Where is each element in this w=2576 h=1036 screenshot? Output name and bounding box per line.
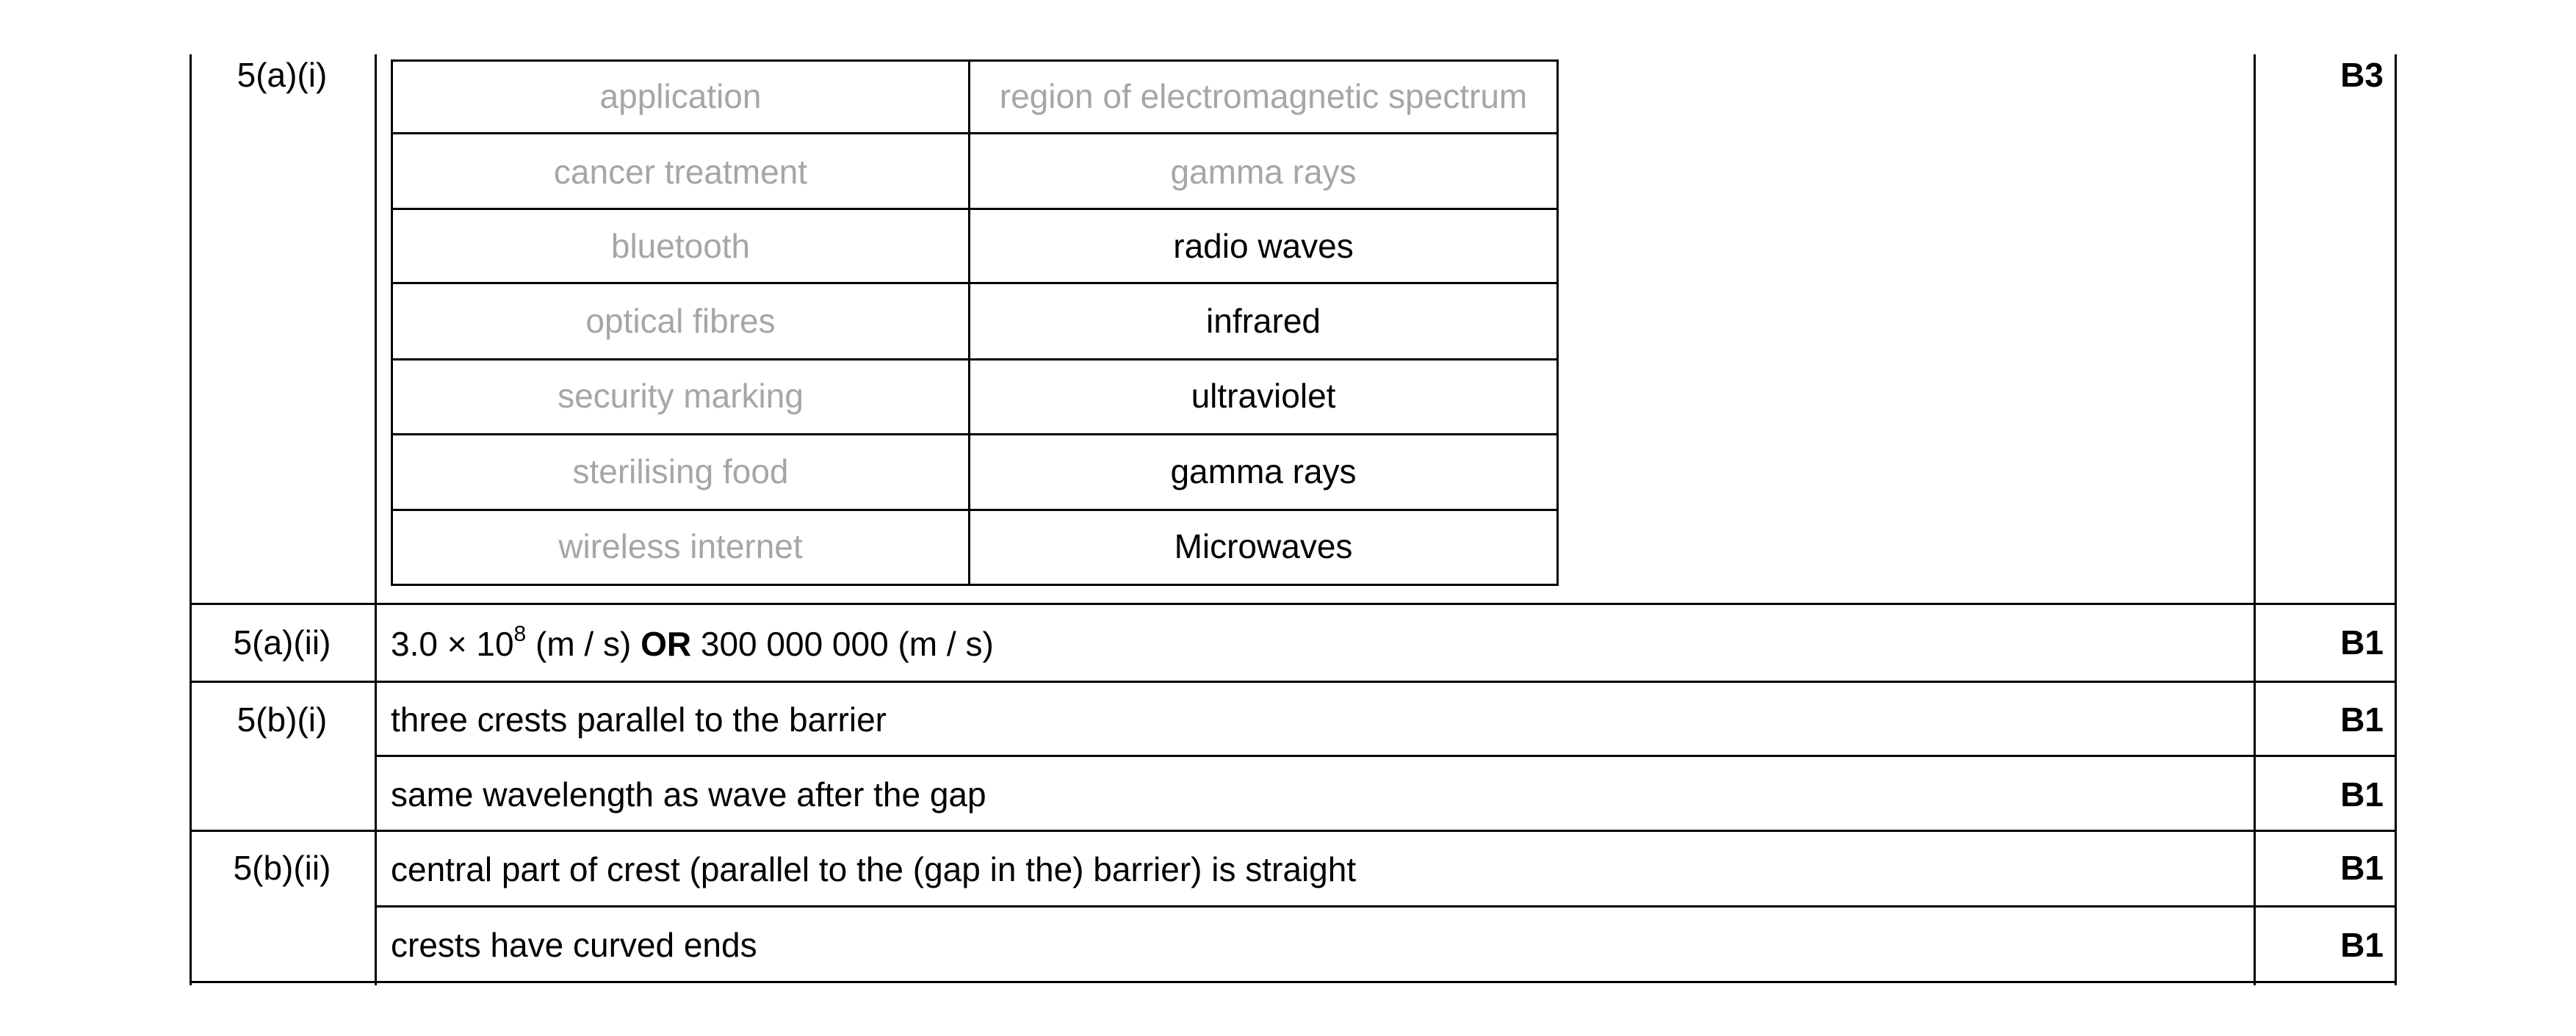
table-cell-application: cancer treatment [553,153,808,191]
spectrum-table-row-rule [391,208,1559,210]
column-divider-mark [2254,54,2256,985]
table-cell-region: ultraviolet [1191,377,1336,415]
answer-text: 3.0 × 10 [391,625,514,663]
question-number: 5(a)(i) [237,56,328,94]
row-rule [190,830,2397,832]
answer-text: 300 000 000 (m / s) [691,625,994,663]
row-rule [190,681,2397,683]
row-rule [375,755,2397,757]
table-cell-region: radio waves [1173,227,1354,265]
answer-point: central part of crest (parallel to the (gap in the) barrier) is straight [391,850,1357,888]
table-cell-application: wireless internet [558,527,803,565]
spectrum-table-row-rule [391,433,1559,435]
outer-border-bottom [190,981,2397,983]
answer-point: three crests parallel to the barrier [391,700,887,739]
mark-allocation: B1 [2340,775,2384,814]
question-number: 5(b)(ii) [233,849,331,887]
question-number: 5(a)(ii) [233,623,331,662]
answer-point: crests have curved ends [391,926,757,964]
mark-allocation: B3 [2340,56,2384,94]
answer-text: (m / s) [526,625,641,663]
table-cell-region: Microwaves [1174,527,1353,565]
spectrum-table-row-rule [391,358,1559,361]
mark-allocation: B1 [2340,623,2384,662]
mark-allocation: B1 [2340,926,2384,964]
table-header-region: region of electromagnetic spectrum [999,77,1528,115]
table-cell-application: security marking [558,377,804,415]
outer-border-right [2395,54,2397,985]
spectrum-table-row-rule [391,282,1559,284]
table-cell-application: sterilising food [572,452,789,490]
mark-allocation: B1 [2340,849,2384,887]
row-rule [375,905,2397,908]
table-cell-region: infrared [1206,302,1321,340]
answer-speed-of-light [391,622,994,666]
answer-point: same wavelength as wave after the gap [391,775,986,814]
table-header-application: application [599,77,762,115]
table-cell-region: gamma rays [1170,153,1357,191]
column-divider-question [375,54,377,985]
mark-allocation: B1 [2340,700,2384,739]
table-cell-application: bluetooth [610,227,751,265]
row-rule [190,603,2397,605]
table-cell-application: optical fibres [585,302,776,340]
spectrum-table-row-rule [391,509,1559,511]
answer-exponent: 8 [513,622,527,646]
question-number: 5(b)(i) [237,700,328,739]
spectrum-table-row-rule [391,132,1559,134]
table-cell-region: gamma rays [1170,452,1357,490]
answer-or: OR [641,625,692,663]
